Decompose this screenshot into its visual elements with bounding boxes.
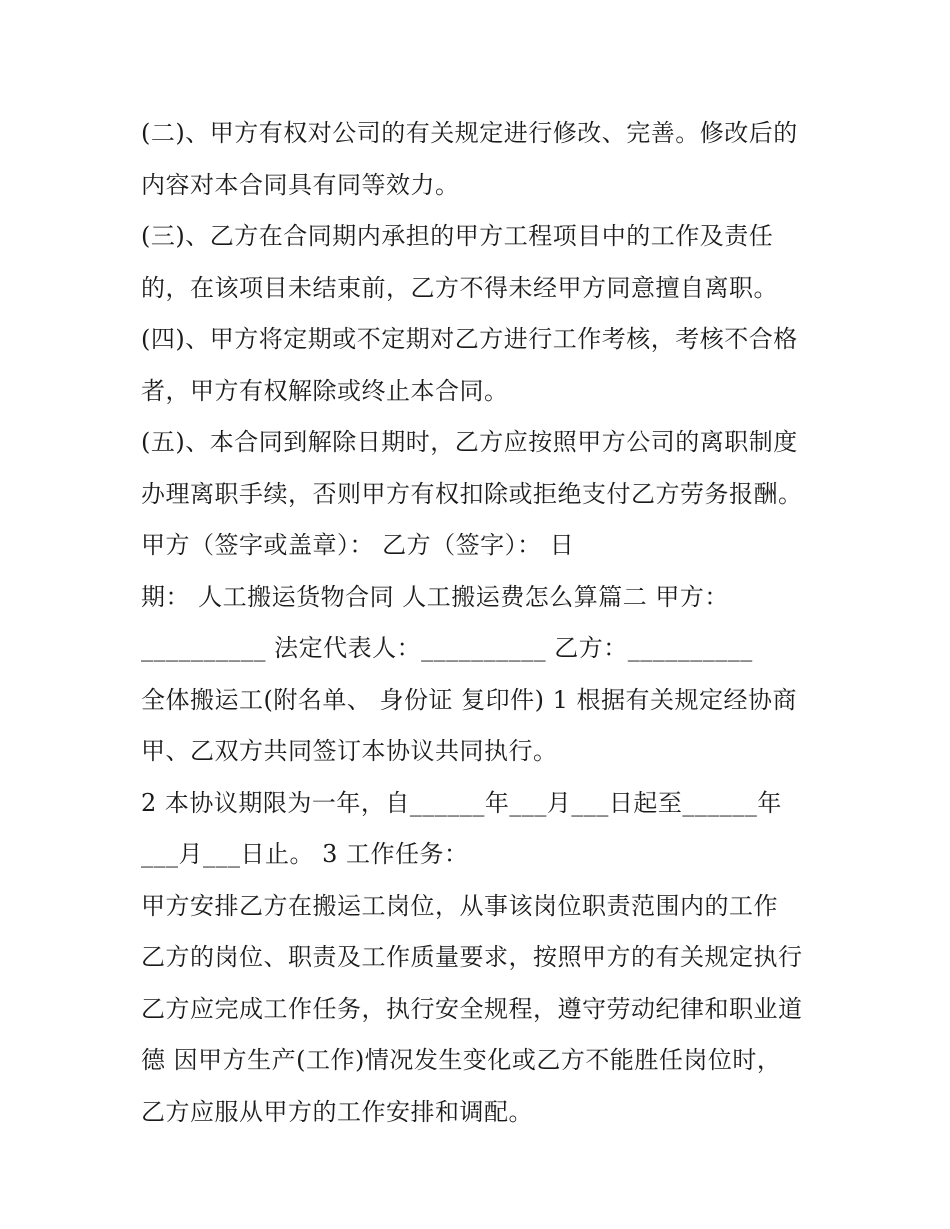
text-line: 甲方安排乙方在搬运工岗位，从事该岗位职责范围内的工作 — [141, 891, 778, 920]
text-line: (二)、甲方有权对公司的有关规定进行修改、完善。修改后的 — [141, 119, 798, 147]
text-line: (四)、甲方将定期或不定期对乙方进行工作考核，考核不合格 — [141, 325, 798, 353]
text-line: (五)、本合同到解除日期时，乙方应按照甲方公司的离职制度 — [141, 428, 798, 456]
text-line: 德 因甲方生产(工作)情况发生变化或乙方不能胜任岗位时， — [141, 1046, 782, 1074]
text-line: 的，在该项目未结束前，乙方不得未经甲方同意擅自离职。 — [141, 273, 778, 302]
document-body — [141, 108, 831, 1138]
term-date-line: ___月___日止。 3 工作任务： — [141, 840, 469, 868]
party-blanks-line: __________ 法定代表人：__________ 乙方：__________ — [141, 634, 753, 662]
text-line: 者，甲方有权解除或终止本合同。 — [141, 376, 509, 405]
text-line: 办理离职手续，否则甲方有权扣除或拒绝支付乙方劳务报酬。 — [141, 479, 803, 508]
text-line: 乙方应服从甲方的工作安排和调配。 — [141, 1097, 533, 1126]
text-line: (三)、乙方在合同期内承担的甲方工程项目中的工作及责任 — [141, 222, 774, 250]
text-line: 乙方的岗位、职责及工作质量要求，按照甲方的有关规定执行 — [141, 943, 803, 971]
text-line: 内容对本合同具有同等效力。 — [141, 170, 460, 199]
term-date-line: 2 本协议期限为一年，自______年___月___日起至______年 — [141, 788, 782, 817]
signature-line: 甲方（签字或盖章）： 乙方（签字）： 日 — [141, 531, 575, 559]
text-line: 甲、乙双方共同签订本协议共同执行。 — [141, 737, 558, 765]
text-line: 全体搬运工(附名单、 身份证 复印件) 1 根据有关规定经协商 — [141, 685, 798, 714]
text-line: 期： 人工搬运货物合同 人工搬运费怎么算篇二 甲方： — [141, 582, 729, 611]
text-line: 乙方应完成工作任务，执行安全规程，遵守劳动纪律和职业道 — [141, 994, 803, 1023]
